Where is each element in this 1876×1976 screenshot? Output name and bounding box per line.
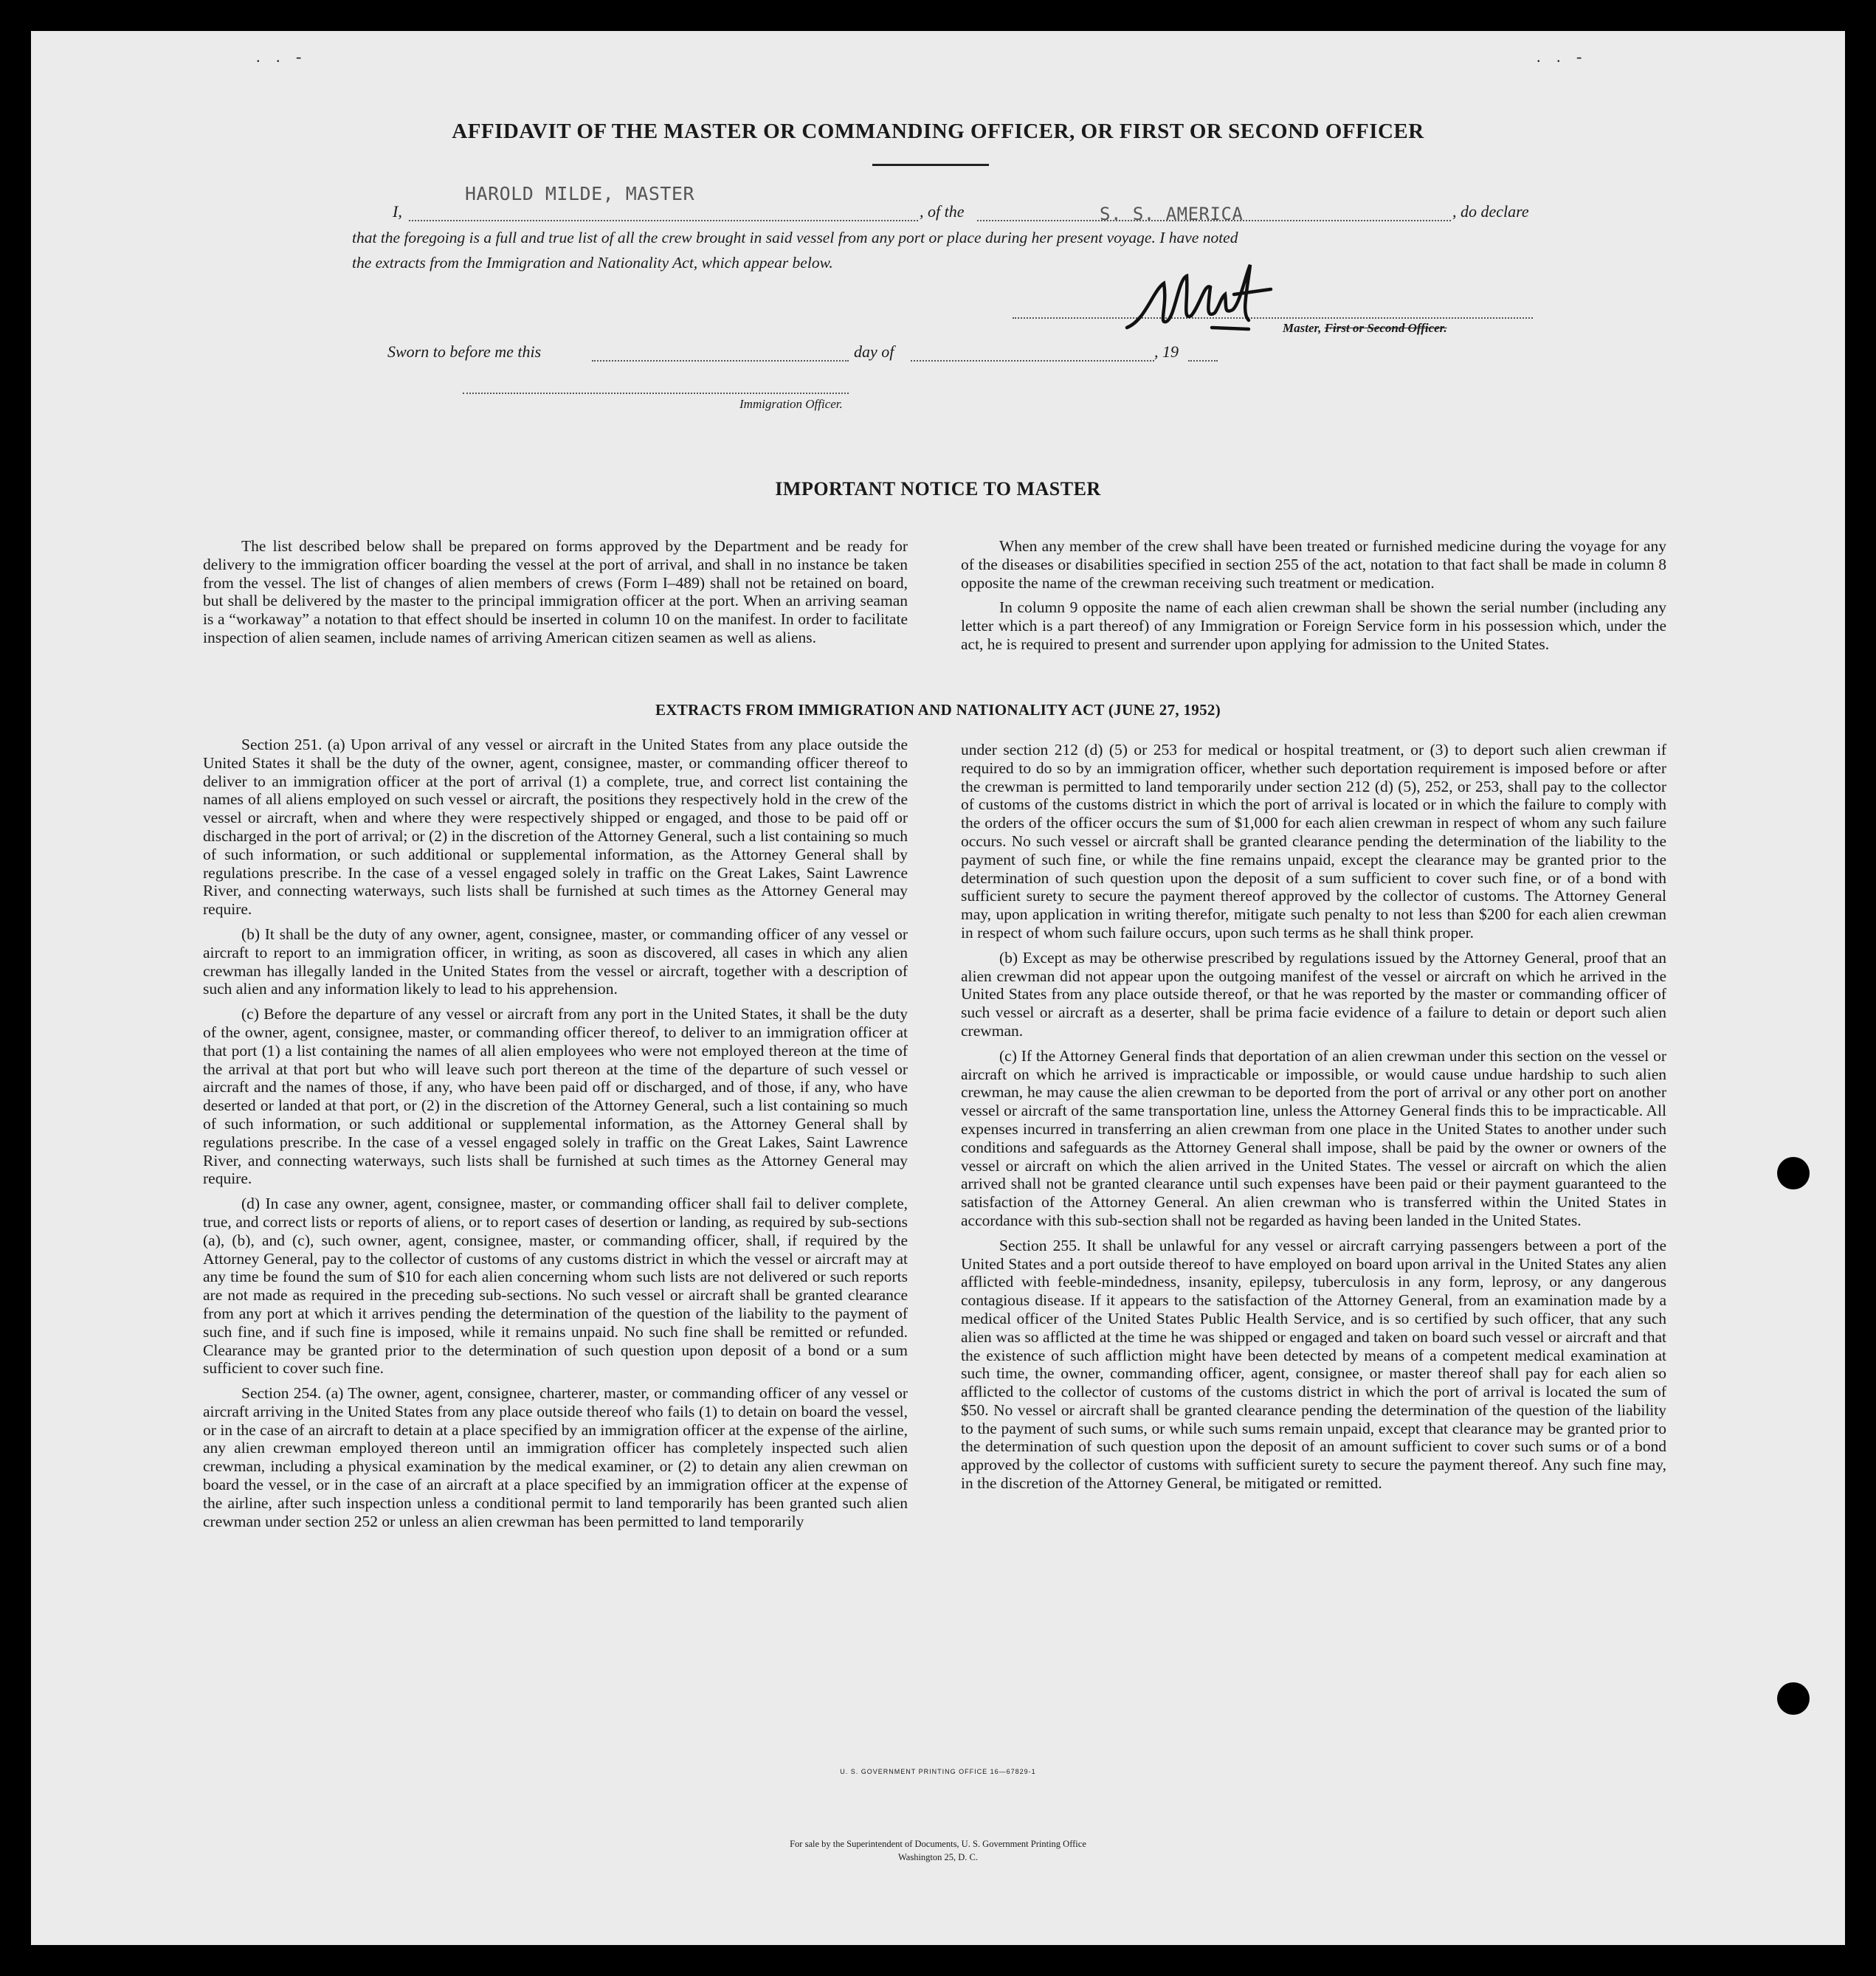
section-254-b: (b) Except as may be otherwise prescribed by regulations issued by the Attorney General, proof that an alien crewman did not appear upon the outgoing manifest of the vessel or aircraft on which he arrived in the United States from any place outside thereof, or that he was reported by the master or commanding officer of such vessel or aircraft as a deserter, shall be prima facie evidence of a failure to detain or deport such alien crewman. <box>961 948 1666 1040</box>
immigration-officer-label: Immigration Officer. <box>739 397 843 411</box>
section-251-b: (b) It shall be the duty of any owner, agent, consignee, master, or commanding officer of any vessel or aircraft to report to an immigration officer, in writing, as soon as discovered, all cases in which any alien crewman has illegally landed in the United States from the vessel or aircraft, together with a description of such alien and any information likely to lead to his apprehension. <box>203 925 908 998</box>
year-label: , 19 <box>1154 342 1179 361</box>
name-field[interactable]: HAROLD MILDE, MASTER <box>465 183 695 204</box>
form-page <box>31 31 1845 1945</box>
day-of-label: day of <box>854 342 894 361</box>
notice-right-paragraph-1: When any member of the crew shall have been treated or furnished medicine during the voyage for any of the diseases or disabilities specified in section 255 of the act, notation to that fact shall be made in column 8 opposite the name of the crewman receiving such treatment or medication. <box>961 537 1666 592</box>
sale-notice-line-2: Washington 25, D. C. <box>897 1852 979 1862</box>
section-254-a: Section 254. (a) The owner, agent, consignee, charterer, master, or commanding officer of any vessel or aircraft arriving in the United States from any place outside thereof who fails (1) to detain on board the vessel, or in the case of an aircraft to detain at a place specified by an immigration officer at the expense of the airline, any alien crewman employed thereon until an immigration officer has completely inspected such alien crewman, including a physical examination by the medical examiner, or (2) to detain any alien crewman on board the vessel, or in the case of an aircraft at a place specified by an immigration officer at the expense of the airline, after such inspection unless a conditional permit to land temporarily has been granted such alien crewman under section 252 or unless an alien crewman has been permitted to land temporarily <box>203 1384 908 1530</box>
section-251-d: (d) In case any owner, agent, consignee, master, or commanding officer shall fail to deliver complete, true, and correct lists or reports of aliens, or to report cases of desertion or landing, as required by sub-sections (a), (b), and (c), such owner, agent, consignee, master, or commanding officer, shall, if required by the Attorney General, pay to the collector of customs of any customs district in which the vessel or aircraft may at any time be found the sum of $10 for each alien concerning whom such lists are not delivered or such reports are not made as required in the preceding sub-sections. No such vessel or aircraft shall be granted clearance from any port at which it arrives pending the determination of the question of the liability to the payment of such fine, and if such fine is imposed, while it remains unpaid. No such fine shall be remitted or refunded. Clearance may be granted prior to the determination of such question upon deposit of a bond or a sum sufficient to cover such fine. <box>203 1195 908 1378</box>
name-line <box>409 220 918 221</box>
notice-left-paragraph: The list described below shall be prepared on forms approved by the Department and be ready for delivery to the immigration officer boarding the vessel at the port of arrival, and shall in no instance be taken from the vessel. The list of changes of alien members of crews (Form I–489) shall not be retained on board, but shall be delivered by the master to the principal immigration officer at the port. When an arriving seaman is a “workaway” a notation to that effect should be inserted in column 10 on the manifest. In order to facilitate inspection of alien seamen, include names of arriving American citizen seamen as well as aliens. <box>203 537 908 646</box>
notice-title: IMPORTANT NOTICE TO MASTER <box>775 478 1101 500</box>
extracts-title: EXTRACTS FROM IMMIGRATION AND NATIONALITY ACT (JUNE 27, 1952) <box>655 701 1221 719</box>
master-signature <box>1123 261 1286 342</box>
punch-hole-upper <box>1777 1157 1810 1189</box>
extracts-right-column <box>961 741 1666 1499</box>
section-254-c: (c) If the Attorney General finds that deportation of an alien crewman under this section on the vessel or aircraft on which he arrived is impracticable or impossible, or would cause undue hardship to such alien crewman, he may cause the alien crewman to be deported from the port of arrival or any other port on another vessel or aircraft of the same transportation line, unless the Attorney General finds this to be impracticable. All expenses incurred in transferring an alien crewman from one place in the United States to another under such conditions and safeguards as the Attorney General shall impose, shall be paid by the owner or owners of the vessel or aircraft on which the alien arrived in the United States. The vessel or aircraft on which the alien arrived shall not be granted clearance until such expenses have been paid or their payment guaranteed to the satisfaction of the Attorney General. An alien crewman who is transferred within the United States in accordance with this sub-section shall not be regarded as having been landed in the United States. <box>961 1046 1666 1229</box>
title-rule <box>872 164 989 166</box>
vessel-field[interactable]: S. S. AMERICA <box>1100 204 1244 224</box>
statement-line-2: the extracts from the Immigration and Nationality Act, which appear below. <box>352 254 833 272</box>
section-254-a-continued: under section 212 (d) (5) or 253 for medical or hospital treatment, or (3) to deport such alien crewman if required to do so by an immigration officer, whether such deportation requirement is imposed before or after the crewman is permitted to land temporarily under section 212 (d) (5), 252, or 253, shall pay to the collector of customs of the customs district in which the port of arrival is located or in which the failure to comply with the orders of the officer occurs the sum of $1,000 for each alien crewman in respect of whom any such failure occurs. No such vessel or aircraft shall be granted clearance pending the determination of the liability to the payment of such fine, or while the fine remains unpaid, except the clearance may be granted prior to the determination of such question upon the deposit of a sum sufficient to cover such fine, or of a bond with sufficient surety to secure the payment thereof approved by the collector of customs. The Attorney General may, upon application in writing therefor, mitigate such penalty to not less than $200 for each alien crewman in respect of whom such failure occurs, upon such terms as he shall think proper. <box>961 741 1666 942</box>
sworn-label: Sworn to before me this <box>387 342 542 361</box>
sale-notice-line-1: For sale by the Superintendent of Documents, U. S. Government Printing Office <box>790 1839 1086 1849</box>
i-label: I, <box>393 202 402 221</box>
punch-hole-lower <box>1777 1682 1810 1715</box>
sworn-day-line <box>592 360 849 362</box>
notice-right-paragraph-2: In column 9 opposite the name of each alien crewman shall be shown the serial number (including any letter which is a part thereof) of any Immigration or Foreign Service form in his possession which, under the act, he is required to present and surrender upon applying for admission to the United States. <box>961 598 1666 653</box>
sworn-year-line <box>1188 360 1218 362</box>
section-251-c: (c) Before the departure of any vessel or aircraft from any port in the United States, it shall be the duty of the owner, agent, consignee, master, or commanding officer thereof, to deliver to an immigration officer at that port (1) a list containing the names of all alien employees who were not employed thereon at the time of the arrival at that port but who will leave such port thereon at the time of the departure of such vessel or aircraft and the names of those, if any, who have been paid off or discharged, and of those, if any, who have deserted or landed at that port, or (2) in the discretion of the Attorney General, such a list containing so much of such information, or such additional or supplemental information, as the Attorney General shall by regulations prescribe. In the case of a vessel engaged solely in traffic on the Great Lakes, Saint Lawrence River, and connecting waterways, such lists shall be furnished at such times as the Attorney General may require. <box>203 1005 908 1188</box>
statement-line-1: that the foregoing is a full and true list of all the crew brought in said vessel from any port or place during her present voyage. I have noted <box>352 229 1238 246</box>
corner-mark-left: . . - <box>256 47 308 66</box>
section-251-a: Section 251. (a) Upon arrival of any vessel or aircraft in the United States from any place outside the United States it shall be the duty of the owner, agent, consignee, master, or commanding officer thereof to deliver to an immigration officer at the port of arrival (1) a complete, true, and correct list containing the names of all aliens employed on such vessel or aircraft, the positions they respectively hold in the crew of the vessel or aircraft, when and where they were respectively shipped or engaged, and those to be paid off or discharged in the port of arrival; or (2) in the discretion of the Attorney General, such a list containing so much of such information, or such additional or supplemental information, as the Attorney General shall by regulations prescribe. In the case of a vessel engaged solely in traffic on the Great Lakes, Saint Lawrence River, and connecting waterways, such lists shall be furnished at such times as the Attorney General may require. <box>203 736 908 919</box>
signer-title <box>1283 321 1447 336</box>
notice-left-column <box>203 537 908 654</box>
struck-officer-label: First or Second Officer. <box>1324 321 1447 335</box>
affidavit-title: AFFIDAVIT OF THE MASTER OR COMMANDING OFFICER, OR FIRST OR SECOND OFFICER <box>452 120 1424 143</box>
section-255: Section 255. It shall be unlawful for any vessel or aircraft carrying passengers between a port of the United States and a port outside thereof to have employed on board upon arrival in the United States any alien afflicted with feeble-mindedness, insanity, epilepsy, tuberculosis in any form, leprosy, or any dangerous contagious disease. If it appears to the satisfaction of the Attorney General, from an examination made by a medical officer of the United States Public Health Service, and is so certified by such officer, that any such alien was so afflicted at the time he was shipped or engaged and taken on board such vessel or aircraft and that the existence of such affliction might have been detected by means of a competent medical examination at such time, the owner, commanding officer, agent, consignee, or master thereof shall pay for each alien so afflicted to the collector of customs of the customs district in which the port of arrival is located the sum of $50. No vessel or aircraft shall be granted clearance pending the determination of the question of the liability to the payment of such sums, or while such sums remain unpaid, except that clearance may be granted prior to the determination of such question upon the deposit of an amount sufficient to cover such sums or of a bond approved by the collector of customs with sufficient surety to secure the payment thereof. Any such fine may, in the discretion of the Attorney General, be mitigated or remitted. <box>961 1236 1666 1493</box>
corner-mark-right: . . - <box>1537 47 1588 66</box>
extracts-left-column <box>203 736 908 1537</box>
of-the-label: , of the <box>920 202 965 221</box>
sworn-month-line <box>911 360 1154 362</box>
officer-signature-line <box>463 393 849 394</box>
declare-label: , do declare <box>1452 202 1529 221</box>
printing-office-imprint: U. S. GOVERNMENT PRINTING OFFICE 16—67829-1 <box>840 1768 1036 1775</box>
master-label: Master, <box>1283 321 1322 335</box>
notice-right-column <box>961 537 1666 660</box>
